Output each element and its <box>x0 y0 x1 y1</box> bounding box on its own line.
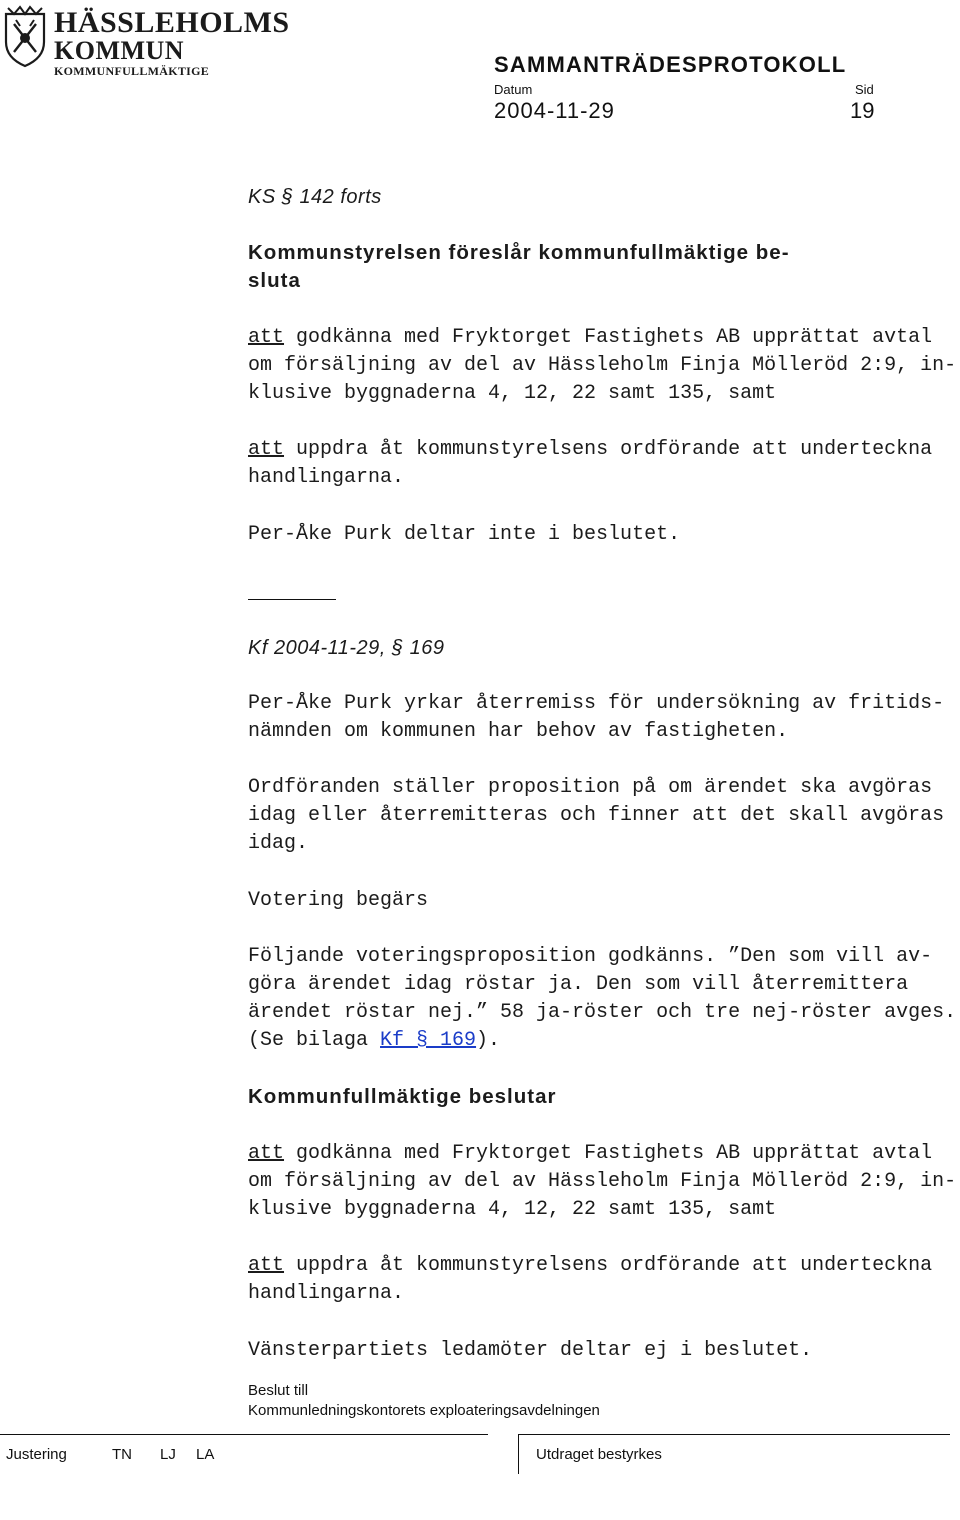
text-fragment: (Se bilaga <box>248 1029 381 1052</box>
kf-reference <box>248 634 444 663</box>
vansterpartiet-note: Vänsterpartiets ledamöter deltar ej i beslutet. <box>248 1339 813 1362</box>
motion-line-2: nämnden om kommunen har behov av fastigheten. <box>248 720 789 743</box>
footer-divider <box>518 1434 519 1474</box>
vote-proposition-line-1: Följande voteringsproposition godkänns. ”Den som vill av- <box>248 945 933 968</box>
beslut-till-value: Kommunledningskontorets exploateringsavdelningen <box>248 1402 600 1419</box>
decision-att-2-line-2: handlingarna. <box>248 1282 405 1305</box>
motion-line-1: Per-Åke Purk yrkar återremiss för undersökning av fritids- <box>248 692 945 715</box>
text-fragment: uppdra åt kommunstyrelsens ordförande att underteckna <box>284 438 933 461</box>
attachment-link[interactable]: Kf § 169 <box>380 1029 477 1052</box>
utdraget-label: Utdraget bestyrkes <box>536 1446 662 1463</box>
text-fragment: godkänna med Fryktorget Fastighets AB upprättat avtal <box>284 1142 933 1165</box>
proposal-heading-line-1: Kommunstyrelsen föreslår kommunfullmäktige be- <box>248 241 790 264</box>
justerare-initials: TN <box>112 1446 132 1463</box>
text-fragment: ). <box>476 1029 501 1052</box>
meeting-date: 2004-11-29 <box>494 98 615 123</box>
vote-proposition-line-2: göra ärendet idag röstar ja. Den som vill återremittera <box>248 973 909 996</box>
proposal-att-1-line-2: om försäljning av del av Hässleholm Finja Mölleröd 2:9, in- <box>248 354 957 377</box>
case-ref-prefix: KS <box>248 186 276 208</box>
logo-line-2: KOMMUN <box>54 36 185 65</box>
justering-label: Justering <box>6 1446 67 1463</box>
case-reference <box>248 183 382 212</box>
decision-att-1-line-1 <box>248 1140 932 1169</box>
page-number: 19 <box>850 98 875 123</box>
footer-rule-left <box>0 1434 488 1435</box>
att-keyword: att <box>248 438 285 461</box>
section-sign-icon: § <box>281 186 294 208</box>
proposal-att-1-line-3: klusive byggnaderna 4, 12, 22 samt 135, samt <box>248 382 777 405</box>
att-keyword: att <box>248 1142 285 1165</box>
att-keyword: att <box>248 326 285 349</box>
case-ref-rest: 142 forts <box>299 186 382 208</box>
logo-line-3: KOMMUNFULLMÄKTIGE <box>54 64 210 78</box>
kf-ref-prefix: Kf 2004-11-29, <box>248 637 386 659</box>
date-label: Datum <box>494 82 533 97</box>
proposal-att-2-line-1 <box>248 436 932 465</box>
decision-att-2-line-1 <box>248 1252 932 1281</box>
section-sign-icon: § <box>391 637 404 659</box>
abstention-note: Per-Åke Purk deltar inte i beslutet. <box>248 523 681 546</box>
beslut-till-label: Beslut till <box>248 1382 309 1399</box>
proposal-heading-line-2: sluta <box>248 269 301 292</box>
document-title: SAMMANTRÄDESPROTOKOLL <box>494 52 847 77</box>
vote-requested: Votering begärs <box>248 889 429 912</box>
footer-rule-right <box>518 1434 950 1435</box>
proposal-att-1-line-1 <box>248 324 932 353</box>
decision-att-1-line-2: om försäljning av del av Hässleholm Finja Mölleröd 2:9, in- <box>248 1170 957 1193</box>
vote-proposition-line-4 <box>248 1027 500 1056</box>
kf-ref-rest: 169 <box>409 637 445 659</box>
logo-line-1: HÄSSLEHOLMS <box>54 6 290 39</box>
page-label: Sid <box>855 82 874 97</box>
proposal-att-2-line-2: handlingarna. <box>248 466 405 489</box>
chair-proposition-line-1: Ordföranden ställer proposition på om ärendet ska avgöras <box>248 776 933 799</box>
att-keyword: att <box>248 1254 285 1277</box>
vote-proposition-line-3: ärendet röstar nej.” 58 ja-röster och tre nej-röster avges. <box>248 1001 957 1024</box>
coat-of-arms-icon <box>2 4 48 68</box>
chair-proposition-line-2: idag eller återremitteras och finner att det skall avgöras <box>248 804 945 827</box>
decision-heading: Kommunfullmäktige beslutar <box>248 1085 557 1108</box>
chair-proposition-line-3: idag. <box>248 832 309 855</box>
justerare-initials: LA <box>196 1446 215 1463</box>
section-divider <box>248 599 336 600</box>
decision-att-1-line-3: klusive byggnaderna 4, 12, 22 samt 135, samt <box>248 1198 777 1221</box>
municipality-logo <box>0 0 290 84</box>
text-fragment: uppdra åt kommunstyrelsens ordförande att underteckna <box>284 1254 933 1277</box>
text-fragment: godkänna med Fryktorget Fastighets AB upprättat avtal <box>284 326 933 349</box>
justerare-initials: LJ <box>160 1446 176 1463</box>
